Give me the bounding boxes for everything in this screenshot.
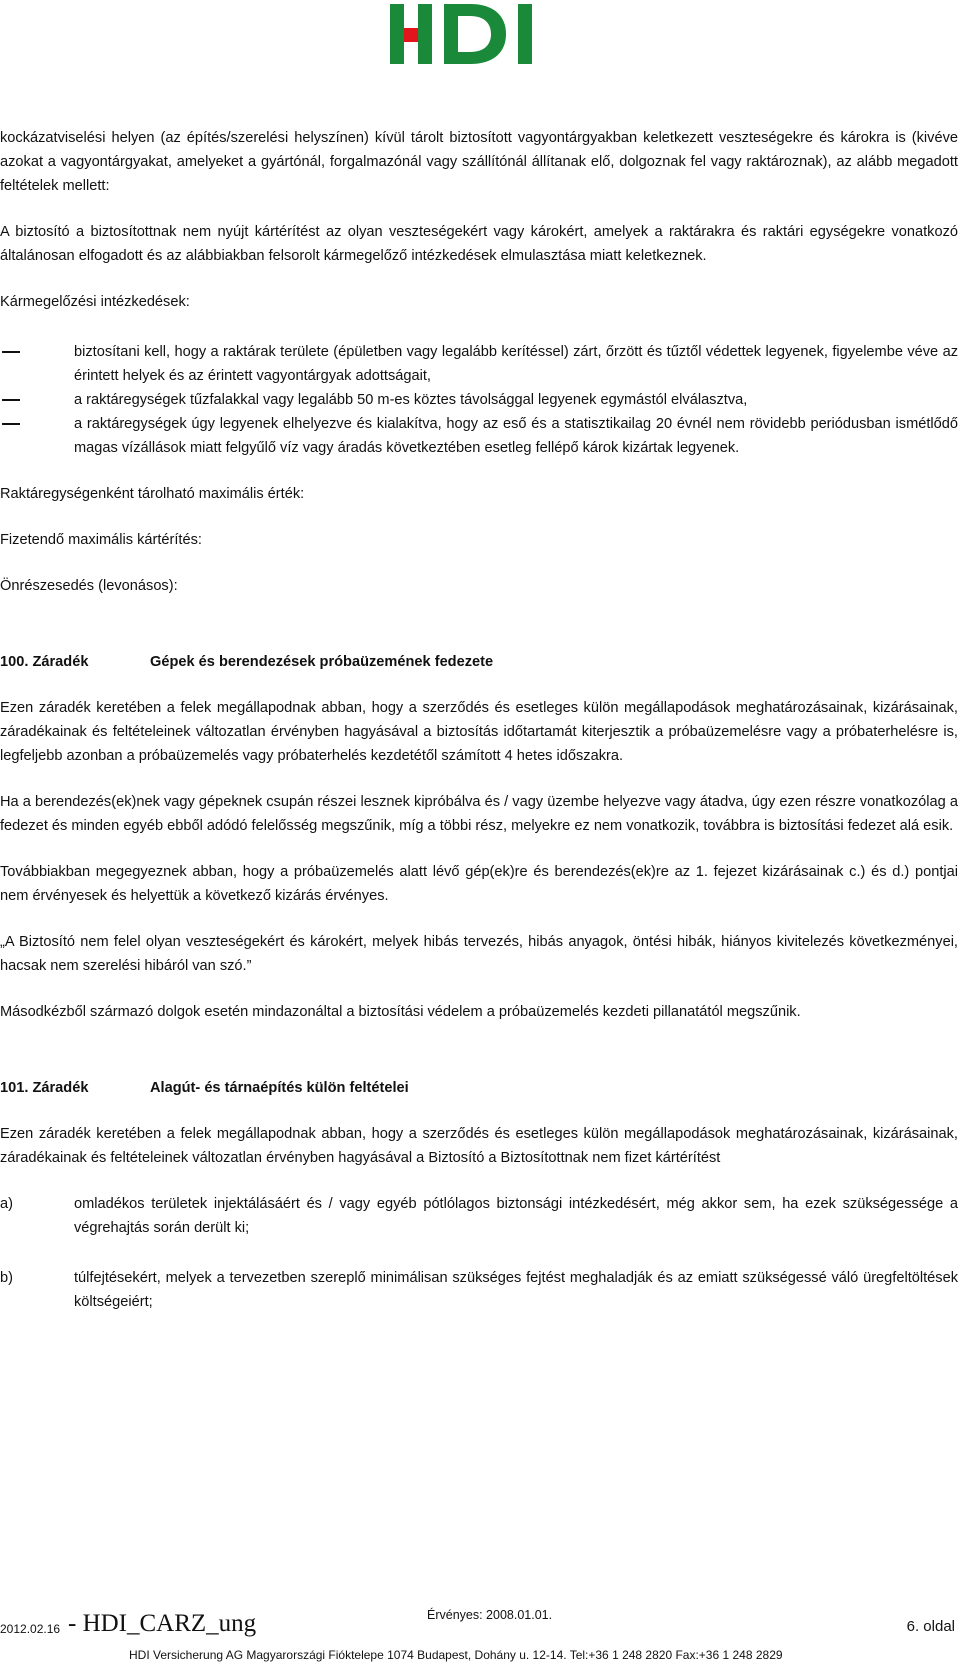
max-payment-label: Fizetendő maximális kártérítés:: [0, 532, 202, 548]
list-item: [0, 1192, 958, 1240]
hdi-logo: [390, 4, 560, 70]
clause-number: 101. Záradék: [0, 1080, 89, 1096]
item-text: túlfejtésekért, melyek a tervezetben szereplő minimálisan szükséges fejtést meghaladják és az emiatt szükségessé váló üregfeltöltések költségeiért;: [74, 1270, 958, 1310]
footer-document-code: - HDI_CARZ_ung: [68, 1610, 257, 1637]
document-body: [0, 126, 958, 1314]
footer-date: 2012.02.16: [0, 1622, 61, 1636]
dash-bullet-icon: [2, 423, 20, 425]
dash-bullet-icon: [2, 399, 20, 401]
clause-100-paragraph-5: Másodkézből származó dolgok esetén mindazonáltal a biztosítási védelem a próbaüzemelés kezdeti pillanatától megszűnik.: [0, 1004, 801, 1020]
intro-paragraph-2: A biztosító a biztosítottnak nem nyújt kártérítést az olyan veszteségekért vagy károkért, amelyek a raktárakra és raktári egységekre vonatkozó általánosan elfogadott és az alábbiakban felsorolt kármegelőző intézkedések elmulasztása miatt keletkeznek.: [0, 224, 958, 264]
dash-bullet-icon: [2, 351, 20, 353]
list-item: [0, 1266, 958, 1314]
clause-100-quote: „A Biztosító nem felel olyan veszteségekért és károkért, melyek hibás tervezés, hibás anyagok, öntési hibák, hiányos kivitelezés következményei, hacsak nem szerelési hibáról van szó.”: [0, 934, 958, 974]
clause-100-paragraph-3: Továbbiakban megegyeznek abban, hogy a próbaüzemelés alatt lévő gép(ek)re és berendezés(ek)re az 1. fejezet kizárásainak c.) és d.) pontjai nem érvényesek és helyettük a következő kizárás érvényes.: [0, 864, 958, 904]
clause-100-paragraph-1: Ezen záradék keretében a felek megállapodnak abban, hogy a szerződés és esetleges külön megállapodások meghatározásainak, kizárásainak, záradékainak és feltételeinek változatlan érvényben hagyásával a biztosítás időtartamát kiterjesztik a próbaüzemelésre vagy a próbaterhelésre is, legfeljebb azonban a próbaüzemelés vagy próbaterhelés kezdetétől számított 4 hetes időszakra.: [0, 700, 958, 764]
page-footer: [0, 1578, 960, 1665]
item-label: a): [0, 1196, 13, 1212]
clause-title: Gépek és berendezések próbaüzemének fedezete: [150, 654, 494, 670]
clause-101-paragraph-1: Ezen záradék keretében a felek megállapodnak abban, hogy a szerződés és esetleges külön megállapodások meghatározásainak, kizárásainak, záradékainak és feltételeinek változatlan érvényben hagyásával a Biztosító a Biztosítottnak nem fizet kártérítést: [0, 1126, 958, 1166]
list-item: a raktáregységek tűzfalakkal vagy legalább 50 m-es köztes távolsággal legyenek egymástól elválasztva,: [0, 388, 958, 412]
measures-label: Kármegelőzési intézkedések:: [0, 294, 190, 310]
clause-100-heading: [0, 650, 958, 674]
list-item: a raktáregységek úgy legyenek elhelyezve és kialakítva, hogy az eső és a statisztikailag 20 évnél nem rövidebb periódusban ismétlődő magas vízállások miatt felgyűlő víz vagy áradás következtében esetleg fellépő károk kizártak legyenek.: [0, 412, 958, 460]
footer-validity: Érvényes: 2008.01.01.: [427, 1608, 553, 1622]
item-label: b): [0, 1270, 13, 1286]
measures-list: [0, 340, 958, 460]
max-value-label: Raktáregységenként tárolható maximális érték:: [0, 486, 305, 502]
footer-address: HDI Versicherung AG Magyarországi Fióktelepe 1074 Budapest, Dohány u. 12-14. Tel:+36 1 248 2820 Fax:+36 1 248 2829: [129, 1648, 783, 1662]
footer-page-number: 6. oldal: [906, 1618, 955, 1635]
clause-100-paragraph-2: Ha a berendezés(ek)nek vagy gépeknek csupán részei lesznek kipróbálva és / vagy üzembe helyezve vagy átadva, úgy ezen részre vonatkozólag a fedezet és minden egyéb ebből adódó felelősség megszűnik, míg a többi rész, melyekre ez nem vonatkozik, továbbra is biztosítási fedezet alá esik.: [0, 794, 958, 834]
item-text: omladékos területek injektálásáért és / vagy egyéb pótlólagos biztonsági intézkedésért, még akkor sem, ha ezek szükségessége a végrehajtás során derült ki;: [74, 1196, 958, 1236]
clause-number: 100. Záradék: [0, 654, 89, 670]
clause-101-heading: [0, 1076, 958, 1100]
list-item: biztosítani kell, hogy a raktárak területe (épületben vagy legalább kerítéssel) zárt, őrzött és tűztől védettek legyenek, figyelembe véve az érintett helyek és az érintett vagyontárgyak adottságait,: [0, 340, 958, 388]
intro-paragraph-1: kockázatviselési helyen (az építés/szerelési helyszínen) kívül tárolt biztosított vagyontárgyakban keletkezett veszteségekre és károkra is (kivéve azokat a vagyontárgyakat, amelyeket a gyártónál, forgalmazónál vagy szállítónál állítanak elő, dolgoznak fel vagy raktároznak), az alább megadott feltételek mellett:: [0, 130, 958, 194]
deductible-label: Önrészesedés (levonásos):: [0, 578, 178, 594]
clause-title: Alagút- és tárnaépítés külön feltételei: [150, 1080, 409, 1096]
